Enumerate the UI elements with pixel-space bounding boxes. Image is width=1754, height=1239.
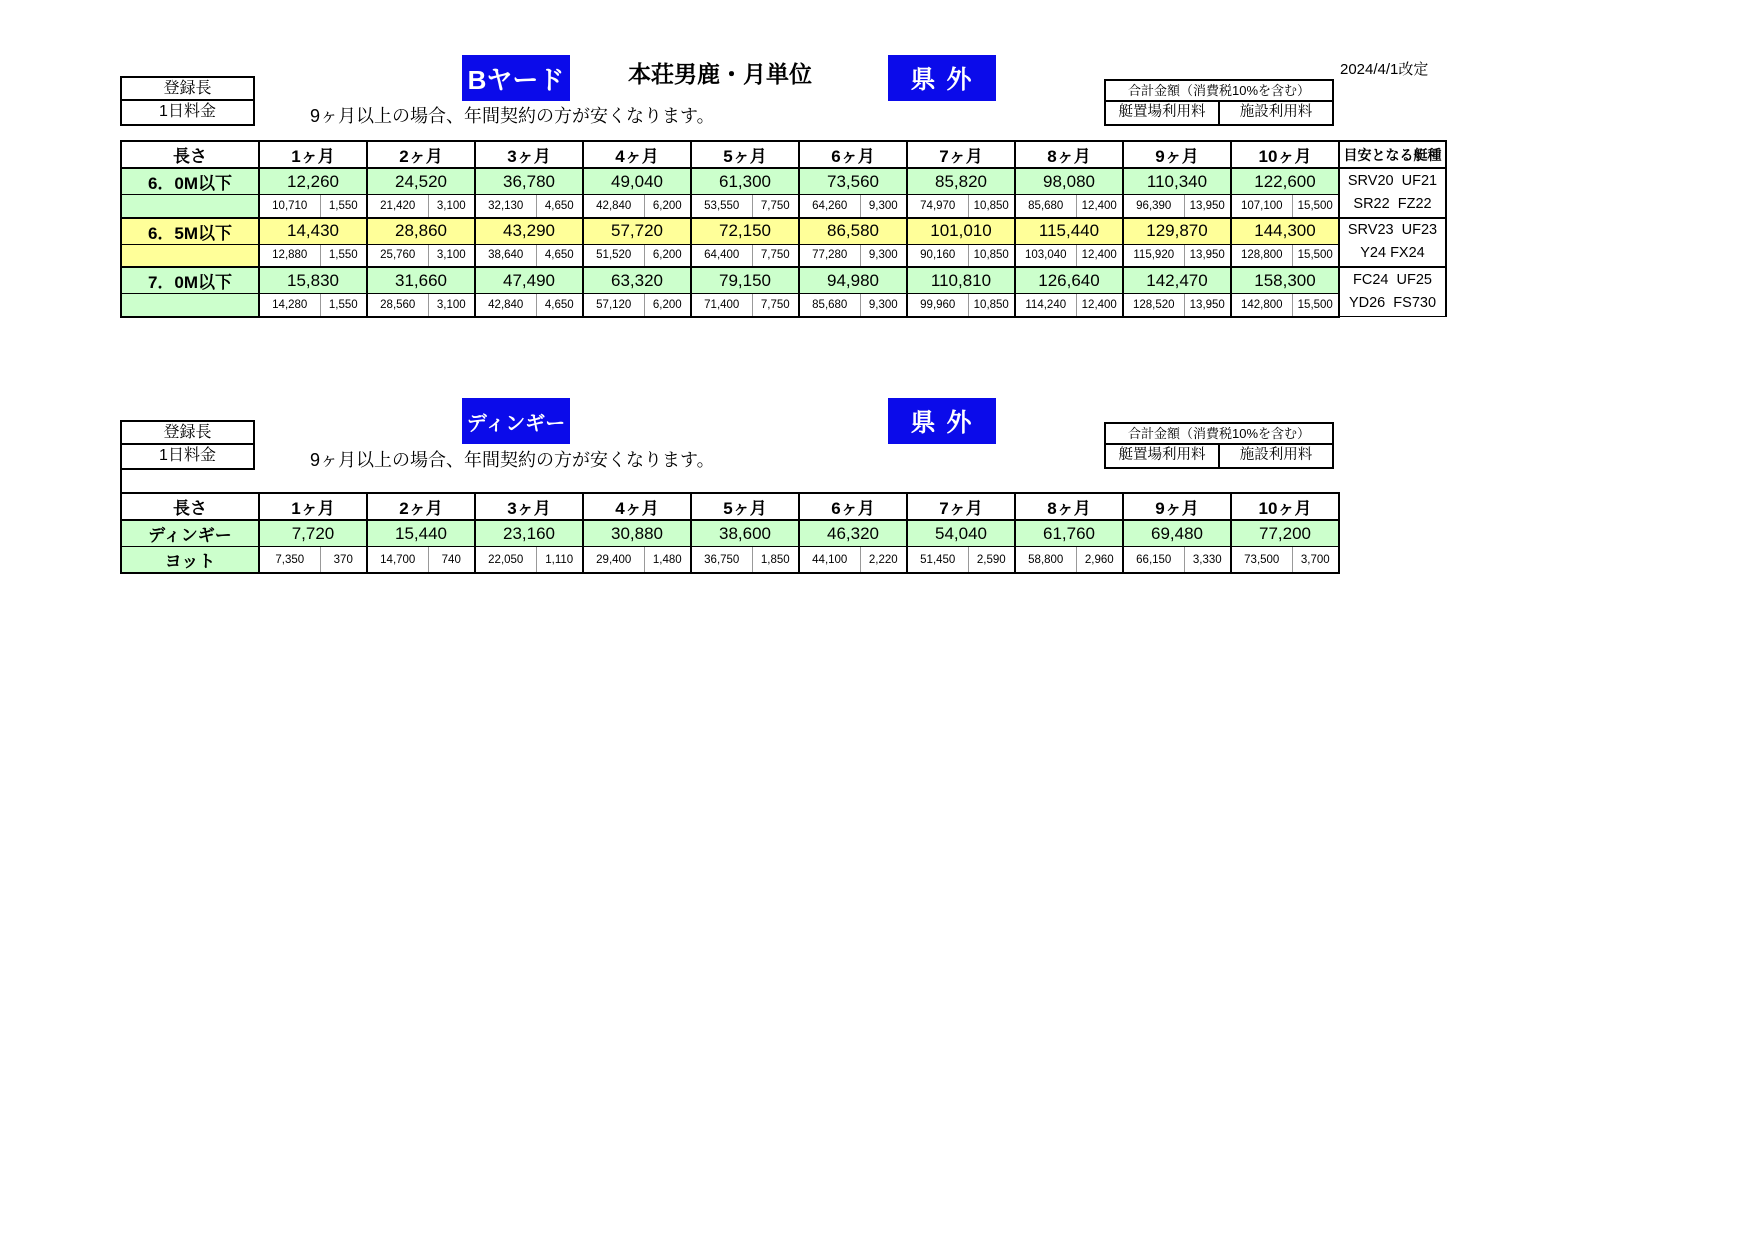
- page-title: 本荘男鹿・月単位: [628, 61, 812, 87]
- area-badge-2: 県 外: [888, 398, 996, 444]
- berth-fee-cell: 73,500: [1231, 547, 1292, 574]
- empty-label-cell: [121, 294, 259, 317]
- registration-length-label: 登録長: [122, 422, 253, 445]
- price-table-mount-1: [120, 140, 1447, 318]
- facility-fee-cell: 15,500: [1292, 195, 1339, 218]
- berth-fee-cell: 128,800: [1231, 244, 1292, 267]
- boat-type-cell: [1339, 267, 1446, 317]
- berth-fee-cell: 71,400: [691, 294, 752, 317]
- table-row: [121, 218, 1446, 245]
- monthly-total-cell: 15,440: [367, 520, 475, 547]
- facility-fee-cell: 1,550: [320, 244, 367, 267]
- monthly-total-cell: 47,490: [475, 267, 583, 294]
- daily-fee-label: 1日料金: [159, 103, 216, 120]
- berth-fee-cell: 128,520: [1123, 294, 1184, 317]
- monthly-total-cell: 15,830: [259, 267, 367, 294]
- berth-fee-cell: 22,050: [475, 547, 536, 574]
- boat-type-cell: [1339, 218, 1446, 268]
- berth-fee-cell: 96,390: [1123, 195, 1184, 218]
- monthly-total-cell: 54,040: [907, 520, 1015, 547]
- boat-type-line: SRV23 UF23: [1347, 222, 1438, 239]
- spacer-cell-border: [120, 468, 122, 492]
- monthly-total-cell: 98,080: [1015, 168, 1123, 195]
- facility-fee-cell: 6,200: [644, 195, 691, 218]
- table-row: [121, 168, 1446, 195]
- berth-fee-header: 艇置場利用料: [1106, 445, 1220, 467]
- monthly-total-cell: 46,320: [799, 520, 907, 547]
- price-table-mount-2: [120, 492, 1340, 574]
- monthly-total-cell: 7,720: [259, 520, 367, 547]
- berth-fee-cell: 29,400: [583, 547, 644, 574]
- berth-fee-cell: 12,880: [259, 244, 320, 267]
- monthly-total-cell: 24,520: [367, 168, 475, 195]
- facility-fee-cell: 9,300: [860, 244, 907, 267]
- monthly-total-cell: 129,870: [1123, 218, 1231, 245]
- facility-fee-cell: 10,850: [968, 195, 1015, 218]
- boat-type-line: FC24 UF25: [1353, 272, 1432, 288]
- table-header-row: [121, 493, 1339, 520]
- berth-fee-cell: 58,800: [1015, 547, 1076, 574]
- month-header-cell: 1ヶ月: [259, 493, 367, 520]
- month-header-cell: 2ヶ月: [367, 141, 475, 168]
- monthly-total-cell: 94,980: [799, 267, 907, 294]
- monthly-total-cell: 63,320: [583, 267, 691, 294]
- facility-fee-cell: 6,200: [644, 294, 691, 317]
- monthly-total-cell: 115,440: [1015, 218, 1123, 245]
- berth-fee-cell: 51,450: [907, 547, 968, 574]
- sub-label-cell: ヨット: [121, 547, 259, 574]
- berth-fee-header: 艇置場利用料: [1106, 102, 1220, 124]
- monthly-total-cell: 14,430: [259, 218, 367, 245]
- monthly-total-cell: 73,560: [799, 168, 907, 195]
- facility-fee-header: 施設利用料: [1239, 104, 1313, 120]
- monthly-total-cell: 36,780: [475, 168, 583, 195]
- facility-fee-cell: 1,850: [752, 547, 799, 574]
- monthly-total-cell: 49,040: [583, 168, 691, 195]
- monthly-total-cell: 144,300: [1231, 218, 1339, 245]
- table-sub-row: [121, 547, 1339, 574]
- monthly-total-cell: 57,720: [583, 218, 691, 245]
- dinghy-badge: ディンギー: [462, 398, 570, 444]
- month-header-cell: 5ヶ月: [691, 141, 799, 168]
- facility-fee-cell: 15,500: [1292, 244, 1339, 267]
- berth-fee-cell: 38,640: [475, 244, 536, 267]
- annual-contract-note-1: 9ヶ月以上の場合、年間契約の方が安くなります。: [310, 106, 715, 126]
- monthly-total-cell: 31,660: [367, 267, 475, 294]
- length-header-cell: 長さ: [121, 141, 259, 168]
- boat-type-header-cell: 目安となる艇種: [1339, 141, 1446, 168]
- total-amount-box-2: [1104, 422, 1334, 469]
- month-header-cell: 2ヶ月: [367, 493, 475, 520]
- berth-fee-cell: 21,420: [367, 195, 428, 218]
- berth-fee-cell: 66,150: [1123, 547, 1184, 574]
- monthly-total-cell: 72,150: [691, 218, 799, 245]
- month-header-cell: 9ヶ月: [1123, 141, 1231, 168]
- monthly-total-cell: 158,300: [1231, 267, 1339, 294]
- berth-fee-cell: 107,100: [1231, 195, 1292, 218]
- monthly-total-cell: 122,600: [1231, 168, 1339, 195]
- month-header-cell: 10ヶ月: [1231, 141, 1339, 168]
- month-header-cell: 3ヶ月: [475, 493, 583, 520]
- berth-fee-cell: 14,280: [259, 294, 320, 317]
- facility-fee-cell: 6,200: [644, 244, 691, 267]
- facility-fee-cell: 370: [320, 547, 367, 574]
- berth-fee-cell: 64,260: [799, 195, 860, 218]
- registration-box-1: [120, 76, 255, 126]
- facility-fee-cell: 9,300: [860, 195, 907, 218]
- berth-fee-cell: 32,130: [475, 195, 536, 218]
- monthly-total-cell: 30,880: [583, 520, 691, 547]
- berth-fee-cell: 85,680: [799, 294, 860, 317]
- monthly-total-cell: 86,580: [799, 218, 907, 245]
- month-header-cell: 4ヶ月: [583, 493, 691, 520]
- registration-box-2: [120, 420, 255, 470]
- facility-fee-cell: 740: [428, 547, 475, 574]
- total-amount-box-1: [1104, 79, 1334, 126]
- berth-fee-cell: 53,550: [691, 195, 752, 218]
- monthly-total-cell: 38,600: [691, 520, 799, 547]
- facility-fee-cell: 13,950: [1184, 244, 1231, 267]
- monthly-total-cell: 43,290: [475, 218, 583, 245]
- facility-fee-cell: 13,950: [1184, 294, 1231, 317]
- size-label-cell: 7．0M以下: [121, 267, 259, 294]
- monthly-total-cell: 126,640: [1015, 267, 1123, 294]
- table-row: [121, 520, 1339, 547]
- table-sub-row: [121, 244, 1446, 267]
- monthly-total-cell: 110,810: [907, 267, 1015, 294]
- month-header-cell: 4ヶ月: [583, 141, 691, 168]
- price-table-2: [120, 492, 1340, 574]
- monthly-total-cell: 85,820: [907, 168, 1015, 195]
- registration-length-label: 登録長: [122, 78, 253, 101]
- berth-fee-cell: 51,520: [583, 244, 644, 267]
- month-header-cell: 10ヶ月: [1231, 493, 1339, 520]
- facility-fee-cell: 4,650: [536, 195, 583, 218]
- table-sub-row: [121, 195, 1446, 218]
- facility-fee-header: 施設利用料: [1239, 447, 1313, 463]
- boat-type-line: YD26 FS730: [1348, 295, 1437, 311]
- monthly-total-cell: 101,010: [907, 218, 1015, 245]
- daily-fee-label: 1日料金: [159, 447, 216, 464]
- berth-fee-cell: 14,700: [367, 547, 428, 574]
- berth-fee-cell: 77,280: [799, 244, 860, 267]
- facility-fee-cell: 3,700: [1292, 547, 1339, 574]
- berth-fee-cell: 28,560: [367, 294, 428, 317]
- berth-fee-cell: 57,120: [583, 294, 644, 317]
- month-header-cell: 7ヶ月: [907, 141, 1015, 168]
- yard-badge: Bヤード: [462, 55, 570, 101]
- annual-contract-note-2: 9ヶ月以上の場合、年間契約の方が安くなります。: [310, 450, 715, 470]
- size-label-cell: 6．0M以下: [121, 168, 259, 195]
- berth-fee-cell: 7,350: [259, 547, 320, 574]
- month-header-cell: 8ヶ月: [1015, 493, 1123, 520]
- facility-fee-cell: 7,750: [752, 294, 799, 317]
- monthly-total-cell: 23,160: [475, 520, 583, 547]
- facility-fee-cell: 1,480: [644, 547, 691, 574]
- berth-fee-cell: 99,960: [907, 294, 968, 317]
- monthly-total-cell: 79,150: [691, 267, 799, 294]
- berth-fee-cell: 42,840: [475, 294, 536, 317]
- total-amount-title: 合計金額（消費税10%を含む）: [1106, 424, 1332, 445]
- facility-fee-cell: 12,400: [1076, 294, 1123, 317]
- facility-fee-cell: 4,650: [536, 294, 583, 317]
- facility-fee-cell: 3,330: [1184, 547, 1231, 574]
- berth-fee-cell: 44,100: [799, 547, 860, 574]
- area-badge-1: 県 外: [888, 55, 996, 101]
- month-header-cell: 6ヶ月: [799, 493, 907, 520]
- berth-fee-cell: 74,970: [907, 195, 968, 218]
- month-header-cell: 8ヶ月: [1015, 141, 1123, 168]
- month-header-cell: 6ヶ月: [799, 141, 907, 168]
- facility-fee-cell: 12,400: [1076, 244, 1123, 267]
- table-header-row: [121, 141, 1446, 168]
- facility-fee-cell: 1,550: [320, 294, 367, 317]
- berth-fee-cell: 103,040: [1015, 244, 1076, 267]
- facility-fee-cell: 2,220: [860, 547, 907, 574]
- facility-fee-cell: 7,750: [752, 244, 799, 267]
- month-header-cell: 9ヶ月: [1123, 493, 1231, 520]
- length-header-cell: 長さ: [121, 493, 259, 520]
- monthly-total-cell: 61,300: [691, 168, 799, 195]
- monthly-total-cell: 12,260: [259, 168, 367, 195]
- berth-fee-cell: 64,400: [691, 244, 752, 267]
- boat-type-cell: [1339, 168, 1446, 218]
- monthly-total-cell: 77,200: [1231, 520, 1339, 547]
- boat-type-line: SR22 FZ22: [1353, 195, 1432, 212]
- total-amount-title: 合計金額（消費税10%を含む）: [1106, 81, 1332, 102]
- month-header-cell: 5ヶ月: [691, 493, 799, 520]
- facility-fee-cell: 2,960: [1076, 547, 1123, 574]
- facility-fee-cell: 9,300: [860, 294, 907, 317]
- month-header-cell: 1ヶ月: [259, 141, 367, 168]
- size-label-cell: ディンギー: [121, 520, 259, 547]
- facility-fee-cell: 3,100: [428, 244, 475, 267]
- berth-fee-cell: 42,840: [583, 195, 644, 218]
- size-label-cell: 6．5M以下: [121, 218, 259, 245]
- berth-fee-cell: 115,920: [1123, 244, 1184, 267]
- berth-fee-cell: 25,760: [367, 244, 428, 267]
- facility-fee-cell: 2,590: [968, 547, 1015, 574]
- berth-fee-cell: 114,240: [1015, 294, 1076, 317]
- monthly-total-cell: 28,860: [367, 218, 475, 245]
- facility-fee-cell: 1,110: [536, 547, 583, 574]
- facility-fee-cell: 12,400: [1076, 195, 1123, 218]
- empty-label-cell: [121, 195, 259, 218]
- facility-fee-cell: 4,650: [536, 244, 583, 267]
- facility-fee-cell: 3,100: [428, 195, 475, 218]
- facility-fee-cell: 7,750: [752, 195, 799, 218]
- boat-type-line: Y24 FX24: [1360, 245, 1425, 262]
- price-table-1: [120, 140, 1447, 318]
- revision-date: 2024/4/1改定: [1340, 61, 1429, 78]
- month-header-cell: 3ヶ月: [475, 141, 583, 168]
- facility-fee-cell: 1,550: [320, 195, 367, 218]
- berth-fee-cell: 142,800: [1231, 294, 1292, 317]
- facility-fee-cell: 15,500: [1292, 294, 1339, 317]
- facility-fee-cell: 3,100: [428, 294, 475, 317]
- facility-fee-cell: 13,950: [1184, 195, 1231, 218]
- boat-type-line: SRV20 UF21: [1347, 172, 1438, 189]
- monthly-total-cell: 69,480: [1123, 520, 1231, 547]
- berth-fee-cell: 90,160: [907, 244, 968, 267]
- empty-label-cell: [121, 244, 259, 267]
- berth-fee-cell: 85,680: [1015, 195, 1076, 218]
- berth-fee-cell: 36,750: [691, 547, 752, 574]
- facility-fee-cell: 10,850: [968, 294, 1015, 317]
- monthly-total-cell: 110,340: [1123, 168, 1231, 195]
- facility-fee-cell: 10,850: [968, 244, 1015, 267]
- table-row: [121, 267, 1446, 294]
- month-header-cell: 7ヶ月: [907, 493, 1015, 520]
- berth-fee-cell: 10,710: [259, 195, 320, 218]
- monthly-total-cell: 142,470: [1123, 267, 1231, 294]
- monthly-total-cell: 61,760: [1015, 520, 1123, 547]
- table-sub-row: [121, 294, 1446, 317]
